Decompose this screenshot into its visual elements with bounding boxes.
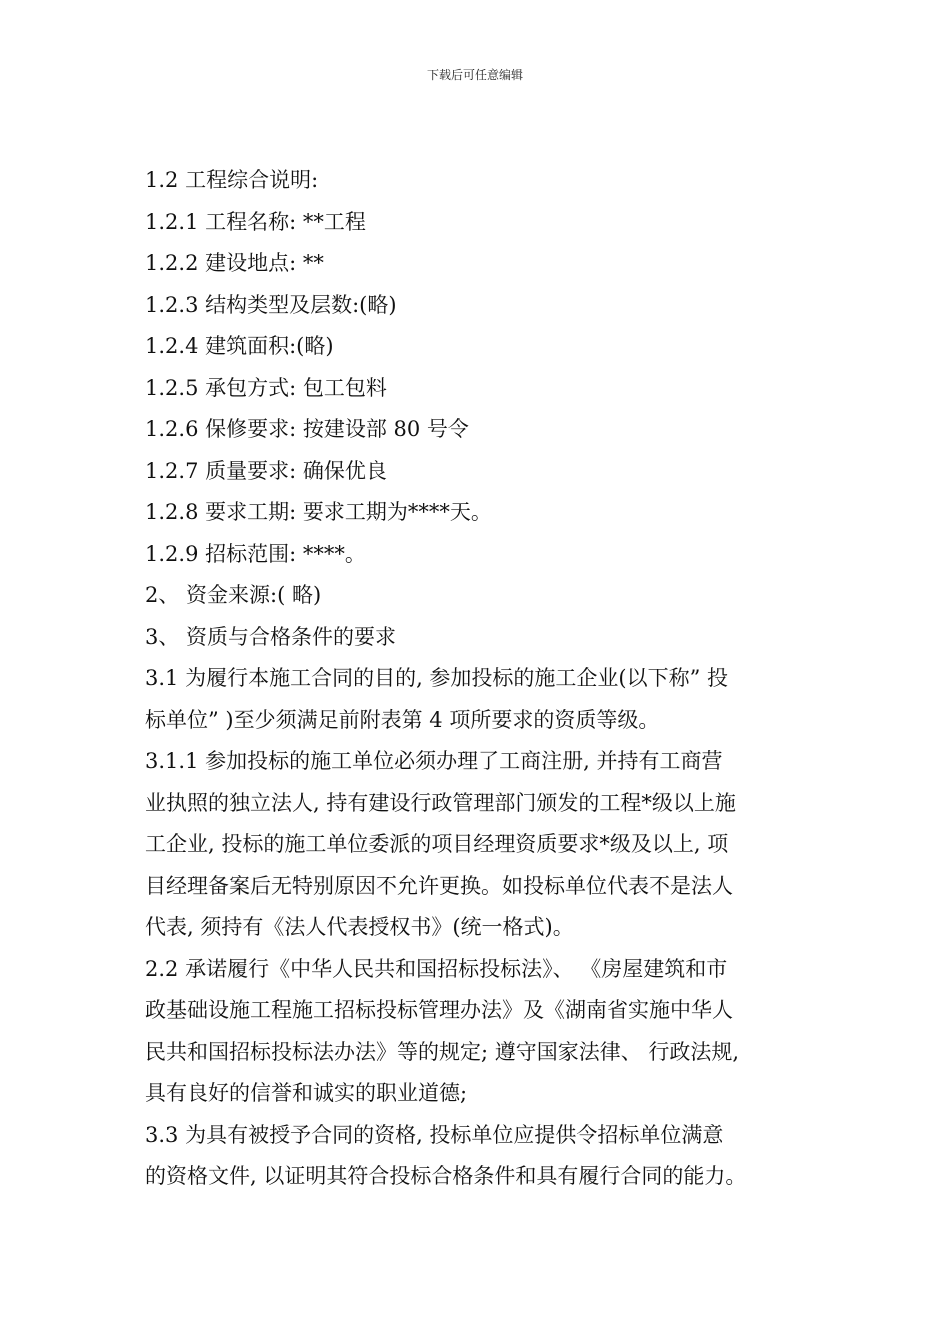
text-line: 1.2.3 结构类型及层数:(略) xyxy=(145,292,397,317)
document-body xyxy=(145,160,825,1198)
text-line: 1.2.1 工程名称: **工程 xyxy=(145,209,366,234)
text-line: 1.2.9 招标范围: ****。 xyxy=(145,541,366,566)
text-line: 标单位” )至少须满足前附表第 4 项所要求的资质等级。 xyxy=(145,707,660,732)
text-line: 3、 资质与合格条件的要求 xyxy=(145,624,397,649)
text-line: 1.2.4 建筑面积:(略) xyxy=(145,334,334,358)
text-line: 2、 资金来源:( 略) xyxy=(145,583,322,607)
text-line: 3.1.1 参加投标的施工单位必须办理了工商注册, 并持有工商营 xyxy=(145,749,723,773)
text-line: 代表, 须持有《法人代表授权书》(统一格式)。 xyxy=(145,915,574,939)
text-line: 2.2 承诺履行《中华人民共和国招标投标法》、 《房屋建筑和市 xyxy=(145,956,728,981)
text-line: 具有良好的信誉和诚实的职业道德; xyxy=(145,1081,468,1105)
text-line: 3.1 为履行本施工合同的目的, 参加投标的施工企业(以下称” 投 xyxy=(145,666,729,690)
text-line: 1.2.7 质量要求: 确保优良 xyxy=(145,458,387,483)
text-line: 1.2.8 要求工期: 要求工期为****天。 xyxy=(145,500,492,524)
text-line: 业执照的独立法人, 持有建设行政管理部门颁发的工程*级以上施 xyxy=(145,790,736,815)
page-header: 下载后可任意编辑 xyxy=(426,68,523,82)
text-line: 1.2.2 建设地点: ** xyxy=(145,251,324,275)
text-line: 民共和国招标投标法办法》等的规定; 遵守国家法律、 行政法规, xyxy=(145,1039,740,1064)
text-line: 1.2.6 保修要求: 按建设部 80 号令 xyxy=(145,417,469,441)
text-line: 工企业, 投标的施工单位委派的项目经理资质要求*级及以上, 项 xyxy=(145,832,729,856)
text-line: 1.2 工程综合说明: xyxy=(145,168,319,192)
text-line: 的资格文件, 以证明其符合投标合格条件和具有履行合同的能力。 xyxy=(145,1164,747,1188)
text-line: 3.3 为具有被授予合同的资格, 投标单位应提供令招标单位满意 xyxy=(145,1122,724,1147)
text-line: 1.2.5 承包方式: 包工包料 xyxy=(145,375,387,400)
text-line: 目经理备案后无特别原因不允许更换。如投标单位代表不是法人 xyxy=(145,873,733,898)
text-line: 政基础设施工程施工招标投标管理办法》及《湖南省实施中华人 xyxy=(145,998,733,1022)
